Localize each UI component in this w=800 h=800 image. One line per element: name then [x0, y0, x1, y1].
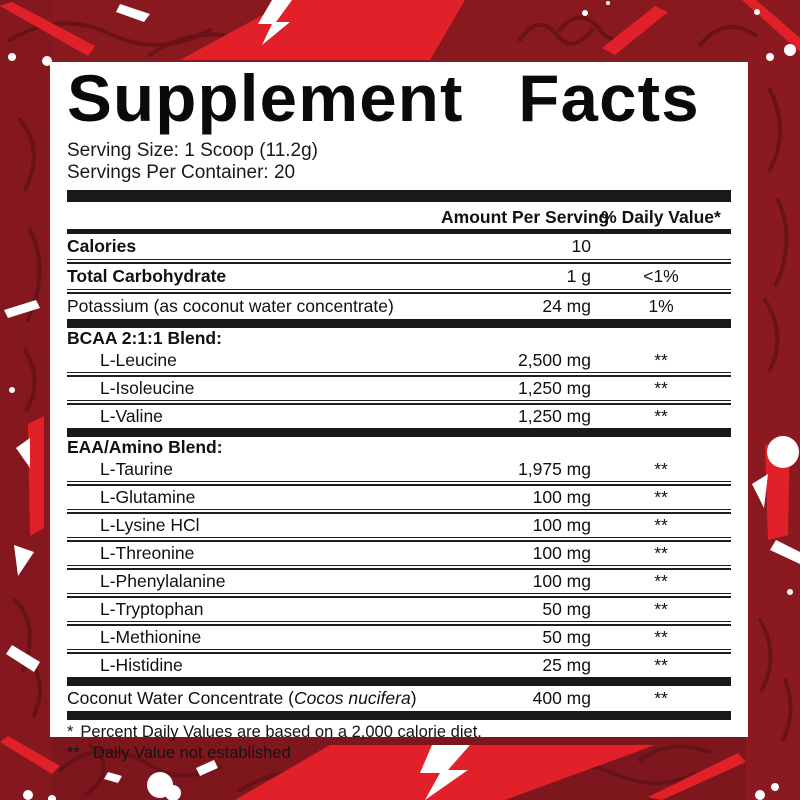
nutrient-dv: ** [654, 405, 668, 426]
nutrient-dv: ** [654, 654, 668, 675]
nutrient-amount: 1,250 mg [518, 377, 591, 398]
nutrient-dv: ** [654, 377, 668, 398]
nutrient-name: Calories [67, 235, 137, 256]
nutrient-amount: 25 mg [542, 654, 591, 675]
table-row [67, 598, 731, 621]
table-row [67, 542, 731, 565]
footnote-not-established [67, 744, 731, 762]
table-row [67, 514, 731, 537]
serving-size: Serving Size: 1 Scoop (11.2g) [67, 140, 319, 161]
footnote-text: Daily Value not established [92, 744, 291, 762]
footnote-daily-value [67, 723, 731, 741]
nutrient-amount: 1,975 mg [518, 458, 591, 479]
nutrient-name: L-Taurine [100, 458, 173, 479]
nutrient-amount: 100 mg [532, 514, 591, 535]
nutrient-dv: ** [654, 486, 668, 507]
nutrient-name: L-Threonine [100, 542, 195, 563]
nutrient-name: Potassium (as coconut water concentrate) [67, 295, 394, 316]
table-row [67, 377, 731, 400]
nutrient-dv: ** [654, 514, 668, 535]
footnote-marker: ** [67, 744, 80, 762]
nutrient-amount: 100 mg [532, 486, 591, 507]
table-row [67, 686, 731, 711]
nutrient-name: L-Methionine [100, 626, 202, 647]
nutrient-name: L-Tryptophan [100, 598, 204, 619]
blend-header [67, 437, 731, 458]
table-row [67, 486, 731, 509]
footnote-text: Percent Daily Values are based on a 2,000 calorie diet. [80, 723, 482, 741]
nutrient-amount: 24 mg [542, 295, 591, 316]
nutrient-dv: 1% [648, 295, 674, 316]
nutrient-dv: ** [654, 542, 668, 563]
nutrient-dv: ** [654, 458, 668, 479]
nutrient-amount: 50 mg [542, 626, 591, 647]
nutrient-amount: 2,500 mg [518, 349, 591, 370]
table-row [67, 654, 731, 677]
table-row [67, 294, 731, 319]
nutrient-name: Coconut Water Concentrate (Cocos nucifera) [67, 687, 417, 708]
section-bar [67, 711, 731, 720]
nutrient-name: L-Lysine HCl [100, 514, 200, 535]
section-bar [67, 190, 731, 202]
table-row [67, 405, 731, 428]
header-amount: Amount Per Serving [441, 206, 610, 227]
nutrient-name: L-Isoleucine [100, 377, 195, 398]
supplement-facts-panel [50, 61, 748, 762]
nutrient-amount: 400 mg [532, 687, 591, 708]
table-row [67, 570, 731, 593]
blend-name: EAA/Amino Blend: [67, 436, 223, 457]
nutrient-dv: ** [654, 626, 668, 647]
table-row [67, 264, 731, 289]
section-bar [67, 428, 731, 437]
nutrient-dv: ** [654, 598, 668, 619]
nutrient-amount: 1 g [566, 265, 591, 286]
nutrient-dv: ** [654, 687, 668, 708]
nutrient-dv: ** [654, 349, 668, 370]
table-row [67, 234, 731, 259]
nutrient-amount: 10 [571, 235, 591, 256]
table-row [67, 349, 731, 372]
nutrient-amount: 50 mg [542, 598, 591, 619]
nutrient-dv: ** [654, 570, 668, 591]
nutrient-amount: 100 mg [532, 570, 591, 591]
header-daily-value: % Daily Value* [601, 206, 721, 227]
nutrient-amount: 1,250 mg [518, 405, 591, 426]
page-title: Supplement Facts [67, 61, 700, 136]
section-bar [67, 677, 731, 686]
table-row [67, 626, 731, 649]
table-header [67, 202, 731, 229]
nutrient-name: L-Glutamine [100, 486, 196, 507]
nutrient-name: Total Carbohydrate [67, 265, 227, 286]
servings-per-container: Servings Per Container: 20 [67, 162, 296, 183]
nutrient-dv: <1% [643, 265, 679, 286]
nutrient-name: L-Valine [100, 405, 163, 426]
table-row [67, 458, 731, 481]
section-bar [67, 319, 731, 328]
botanical-name: Cocos nucifera [293, 687, 411, 708]
blend-header [67, 328, 731, 349]
nutrient-amount: 100 mg [532, 542, 591, 563]
footnote-marker: * [67, 723, 74, 741]
nutrient-name: L-Histidine [100, 654, 183, 675]
nutrient-name: L-Phenylalanine [100, 570, 226, 591]
nutrient-name: L-Leucine [100, 349, 177, 370]
blend-name: BCAA 2:1:1 Blend: [67, 327, 222, 348]
